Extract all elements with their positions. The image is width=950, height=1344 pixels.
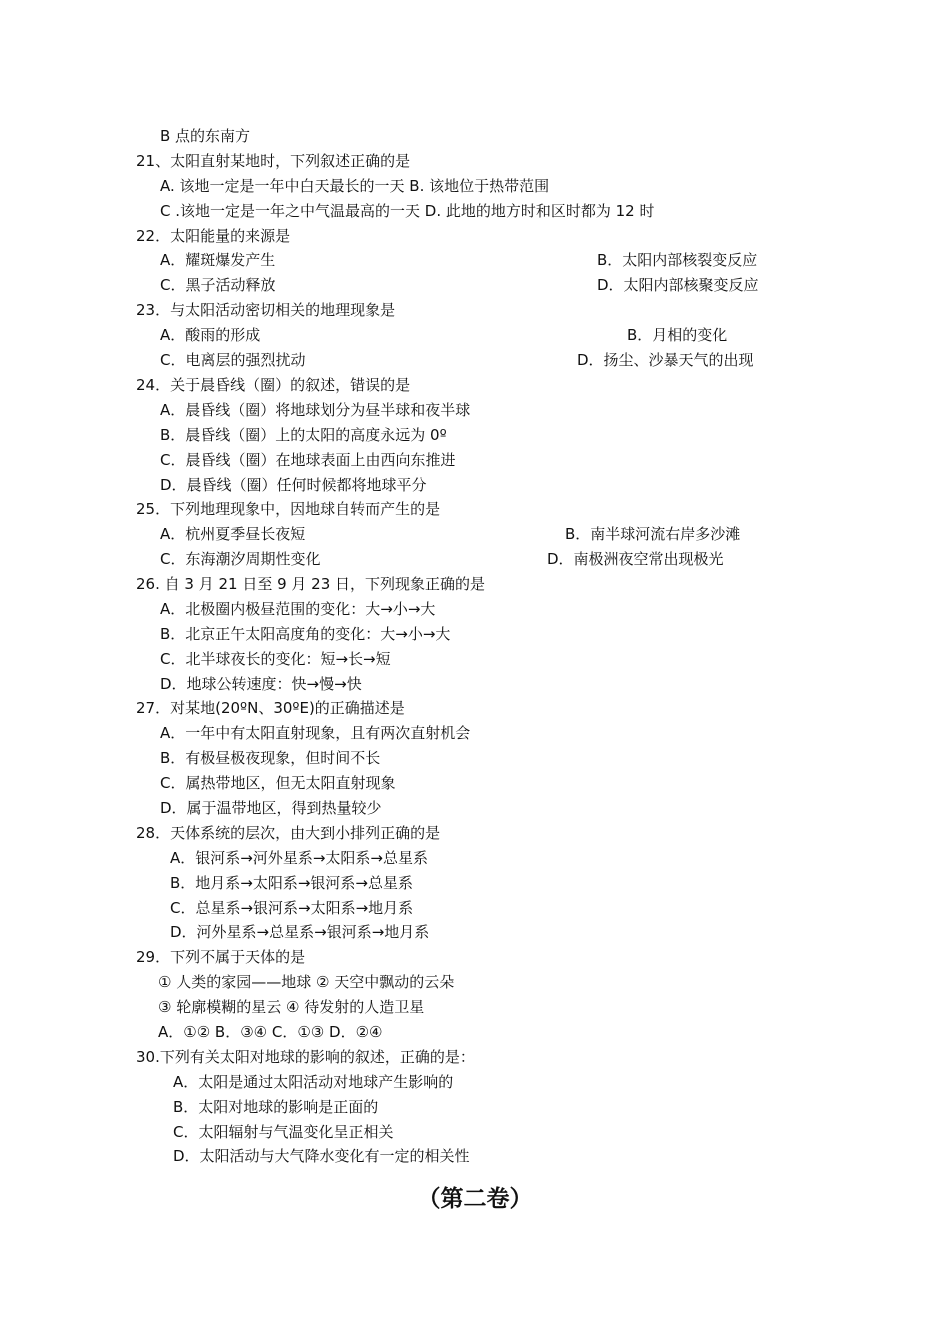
- text-line: B 点的东南方: [160, 127, 251, 145]
- text-line: B．有极昼极夜现象，但时间不长: [160, 749, 381, 767]
- text-line: 28．天体系统的层次，由大到小排列正确的是: [136, 824, 441, 842]
- text-line: B．地月系→太阳系→银河系→总星系: [170, 874, 413, 892]
- text-line: B．太阳对地球的影响是正面的: [173, 1098, 379, 1116]
- text-line: B．晨昏线（圈）上的太阳的高度永远为 0º: [160, 426, 447, 444]
- text-line: C．东海潮汐周期性变化: [160, 550, 321, 568]
- text-line: ① 人类的家园——地球 ② 天空中飘动的云朵: [158, 973, 455, 991]
- text-line: C．黑子活动释放: [160, 276, 276, 294]
- text-line: C .该地一定是一年之中气温最高的一天 D. 此地的地方时和区时都为 12 时: [160, 202, 655, 220]
- text-line: 27．对某地(20ºN、30ºE)的正确描述是: [136, 699, 405, 717]
- text-line: 23．与太阳活动密切相关的地理现象是: [136, 301, 396, 319]
- text-line: D．太阳内部核聚变反应: [597, 276, 759, 294]
- text-line: C．电离层的强烈扰动: [160, 351, 306, 369]
- text-line: A．北极圈内极昼范围的变化：大→小→大: [160, 600, 436, 618]
- text-line: ③ 轮廓模糊的星云 ④ 待发射的人造卫星: [158, 998, 425, 1016]
- text-line: B．北京正午太阳高度角的变化：大→小→大: [160, 625, 451, 643]
- text-line: A．杭州夏季昼长夜短: [160, 525, 306, 543]
- text-line: B．南半球河流右岸多沙滩: [565, 525, 741, 543]
- text-line: D．晨昏线（圈）任何时候都将地球平分: [160, 476, 427, 494]
- section-title: （第二卷）: [417, 1185, 533, 1212]
- text-line: A．耀斑爆发产生: [160, 251, 276, 269]
- text-line: 26. 自 3 月 21 日至 9 月 23 日，下列现象正确的是: [136, 575, 486, 593]
- text-line: A．酸雨的形成: [160, 326, 261, 344]
- text-line: D．河外星系→总星系→银河系→地月系: [170, 923, 430, 941]
- text-line: D．地球公转速度：快→慢→快: [160, 675, 362, 693]
- text-line: 24．关于晨昏线（圈）的叙述，错误的是: [136, 376, 411, 394]
- text-line: 30.下列有关太阳对地球的影响的叙述，正确的是：: [136, 1048, 475, 1066]
- text-line: D．南极洲夜空常出现极光: [547, 550, 724, 568]
- text-line: 29．下列不属于天体的是: [136, 948, 306, 966]
- text-line: B．太阳内部核裂变反应: [597, 251, 758, 269]
- text-line: 21、太阳直射某地时，下列叙述正确的是: [136, 152, 411, 170]
- text-line: 22．太阳能量的来源是: [136, 227, 291, 245]
- text-line: A．银河系→河外星系→太阳系→总星系: [170, 849, 428, 867]
- text-line: D．扬尘、沙暴天气的出现: [577, 351, 754, 369]
- text-line: A．太阳是通过太阳活动对地球产生影响的: [173, 1073, 454, 1091]
- text-line: B．月相的变化: [627, 326, 728, 344]
- text-line: A. 该地一定是一年中白天最长的一天 B. 该地位于热带范围: [160, 177, 550, 195]
- text-line: C．北半球夜长的变化：短→长→短: [160, 650, 391, 668]
- text-line: D．属于温带地区，得到热量较少: [160, 799, 382, 817]
- text-line: C．总星系→银河系→太阳系→地月系: [170, 899, 414, 917]
- text-line: C．晨昏线（圈）在地球表面上由西向东推进: [160, 451, 456, 469]
- text-line: C．属热带地区，但无太阳直射现象: [160, 774, 396, 792]
- text-line: D．太阳活动与大气降水变化有一定的相关性: [173, 1147, 470, 1165]
- text-line: 25．下列地理现象中，因地球自转而产生的是: [136, 500, 441, 518]
- text-line: A．晨昏线（圈）将地球划分为昼半球和夜半球: [160, 401, 471, 419]
- text-line: C．太阳辐射与气温变化呈正相关: [173, 1123, 394, 1141]
- text-line: A．①② B．③④ C．①③ D．②④: [158, 1023, 383, 1041]
- text-line: A．一年中有太阳直射现象，且有两次直射机会: [160, 724, 471, 742]
